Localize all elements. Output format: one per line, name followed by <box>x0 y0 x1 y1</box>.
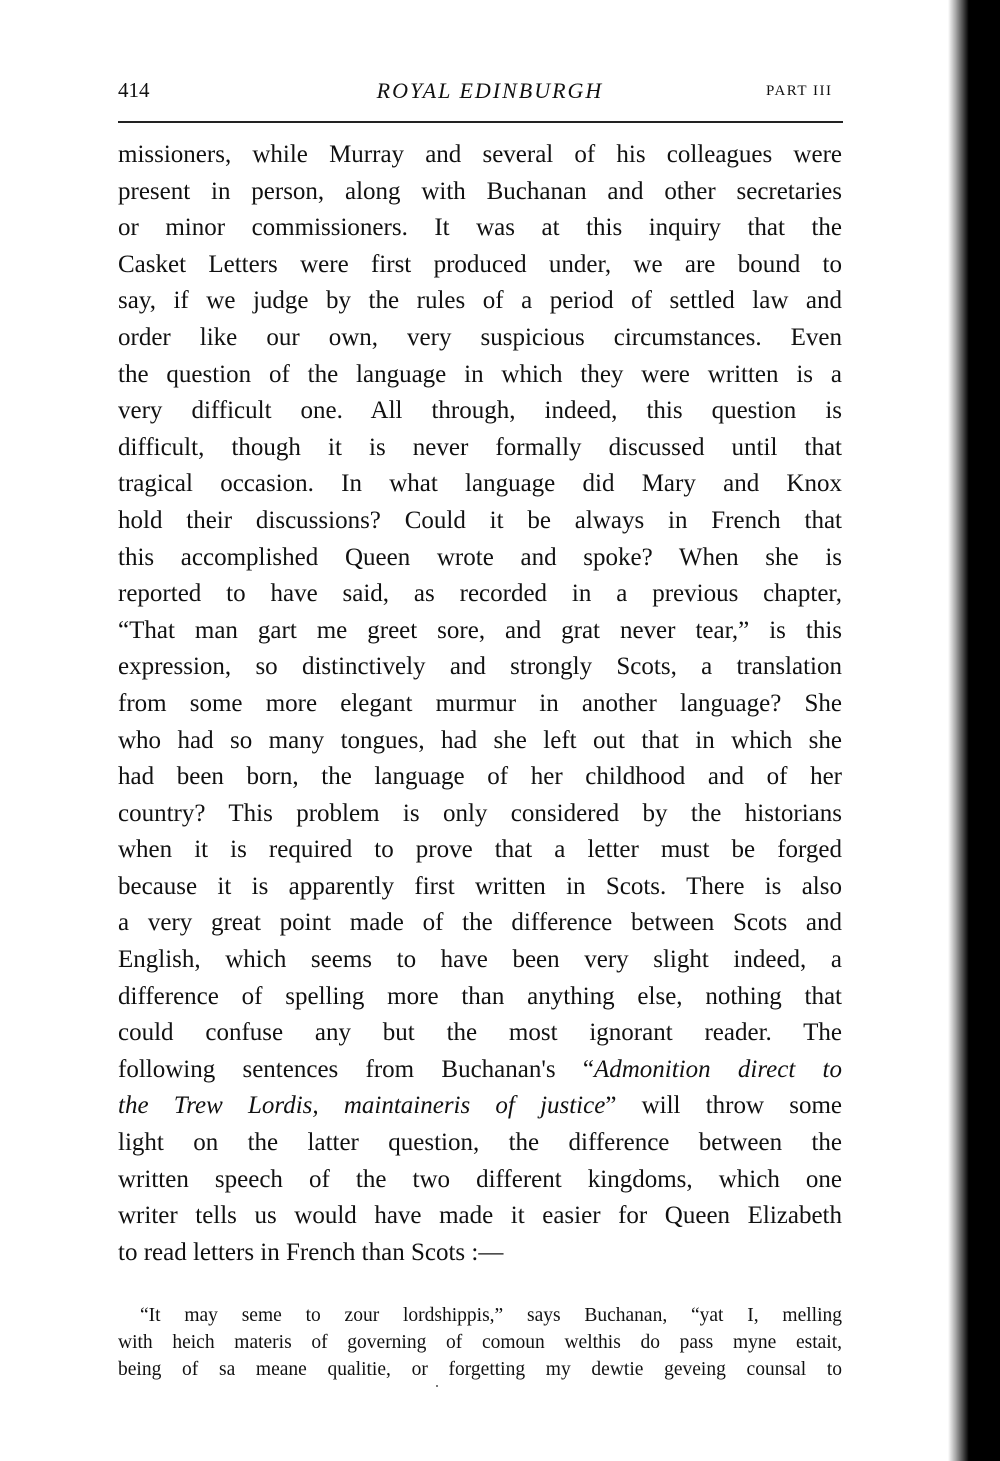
text-line <box>118 357 842 394</box>
text-line <box>118 174 842 211</box>
italic-text: Admonition direct to <box>593 1055 842 1083</box>
text-segment: very difficult one. All through, indeed, this question is <box>118 397 842 425</box>
text-segment: tragical occasion. In what language did Mary and Knox <box>118 470 842 498</box>
binding-shadow <box>948 0 1000 1461</box>
text-segment: when it is required to prove that a letter must be forged <box>118 836 842 864</box>
text-segment: following sentences from Buchanan's “ <box>118 1055 594 1083</box>
text-line <box>118 905 842 942</box>
text-line <box>118 393 842 430</box>
text-segment: expression, so distinctively and strongly Scots, a translation <box>118 653 842 681</box>
text-segment: the question of the language in which they were written is a <box>118 360 842 388</box>
text-segment: say, if we judge by the rules of a period of settled law and <box>118 287 842 315</box>
text-line <box>118 1162 842 1199</box>
text-segment: ” will throw some <box>605 1092 842 1120</box>
header-rule <box>118 121 843 123</box>
text-segment: light on the latter question, the difference between the <box>118 1129 842 1157</box>
text-segment: English, which seems to have been very slight indeed, a <box>118 946 842 974</box>
text-segment: Casket Letters were first produced under, we are bound to <box>118 250 842 278</box>
running-title: ROYAL EDINBURGH <box>376 78 604 103</box>
text-line <box>118 137 842 174</box>
text-line <box>118 1088 842 1125</box>
text-segment: country? This problem is only considered by the historians <box>118 799 842 827</box>
text-line <box>118 796 842 833</box>
footnote-quotation <box>118 1302 842 1383</box>
text-line <box>118 979 842 1016</box>
text-line <box>118 613 842 650</box>
text-line <box>118 832 842 869</box>
text-segment: writer tells us would have made it easier for Queen Elizabeth <box>118 1202 842 1230</box>
page-number: 414 <box>118 78 150 102</box>
text-line <box>118 942 842 979</box>
italic-text: the Trew Lordis, maintaineris of justice <box>118 1092 606 1120</box>
text-line <box>118 1015 842 1052</box>
text-line <box>118 210 842 247</box>
text-segment: this accomplished Queen wrote and spoke? When she is <box>118 543 842 571</box>
text-segment: to read letters in French than Scots :— <box>118 1238 504 1266</box>
text-line <box>118 503 842 540</box>
text-line <box>118 320 842 357</box>
text-segment: had been born, the language of her childhood and of her <box>118 763 842 791</box>
text-line <box>118 723 842 760</box>
text-segment: written speech of the two different kingdoms, which one <box>118 1165 842 1193</box>
footnote-line: being of sa meane qualitie, or forgetting my dewtie geveing counsal to <box>118 1359 842 1380</box>
text-line <box>118 430 842 467</box>
text-segment: order like our own, very suspicious circumstances. Even <box>118 323 842 351</box>
text-line <box>118 283 842 320</box>
text-line <box>118 1125 842 1162</box>
text-segment: difficult, though it is never formally discussed until that <box>118 433 842 461</box>
text-line <box>118 869 842 906</box>
text-line <box>118 686 842 723</box>
text-line <box>118 759 842 796</box>
text-segment: or minor commissioners. It was at this inquiry that the <box>118 214 842 242</box>
part-label: PART III <box>766 83 833 99</box>
text-segment: “That man gart me greet sore, and grat never tear,” is this <box>118 616 842 644</box>
text-line <box>118 576 842 613</box>
text-segment: hold their discussions? Could it be always in French that <box>118 506 842 534</box>
text-segment: difference of spelling more than anything else, nothing that <box>118 982 842 1010</box>
text-line <box>118 1052 842 1089</box>
text-segment: could confuse any but the most ignorant reader. The <box>118 1019 842 1047</box>
text-segment: present in person, along with Buchanan and other secretaries <box>118 177 842 205</box>
text-line <box>118 466 842 503</box>
text-segment: because it is apparently first written in Scots. There is also <box>118 872 842 900</box>
body-text <box>118 137 842 1271</box>
text-segment: who had so many tongues, had she left out that in which she <box>118 726 842 754</box>
text-line <box>118 649 842 686</box>
text-line <box>118 1235 842 1272</box>
footnote-line: with heich materis of governing of comoun welthis do pass myne estait, <box>118 1332 842 1353</box>
scan-speck <box>436 1385 438 1387</box>
text-segment: from some more elegant murmur in another language? She <box>118 689 842 717</box>
text-line <box>118 1198 842 1235</box>
footnote-line: “It may seme to zour lordshippis,” says Buchanan, “yat I, melling <box>140 1305 842 1326</box>
text-segment: reported to have said, as recorded in a previous chapter, <box>118 580 842 608</box>
text-segment: missioners, while Murray and several of his colleagues were <box>118 141 842 168</box>
text-line <box>118 247 842 284</box>
text-line <box>118 540 842 577</box>
text-segment: a very great point made of the difference between Scots and <box>118 909 842 937</box>
